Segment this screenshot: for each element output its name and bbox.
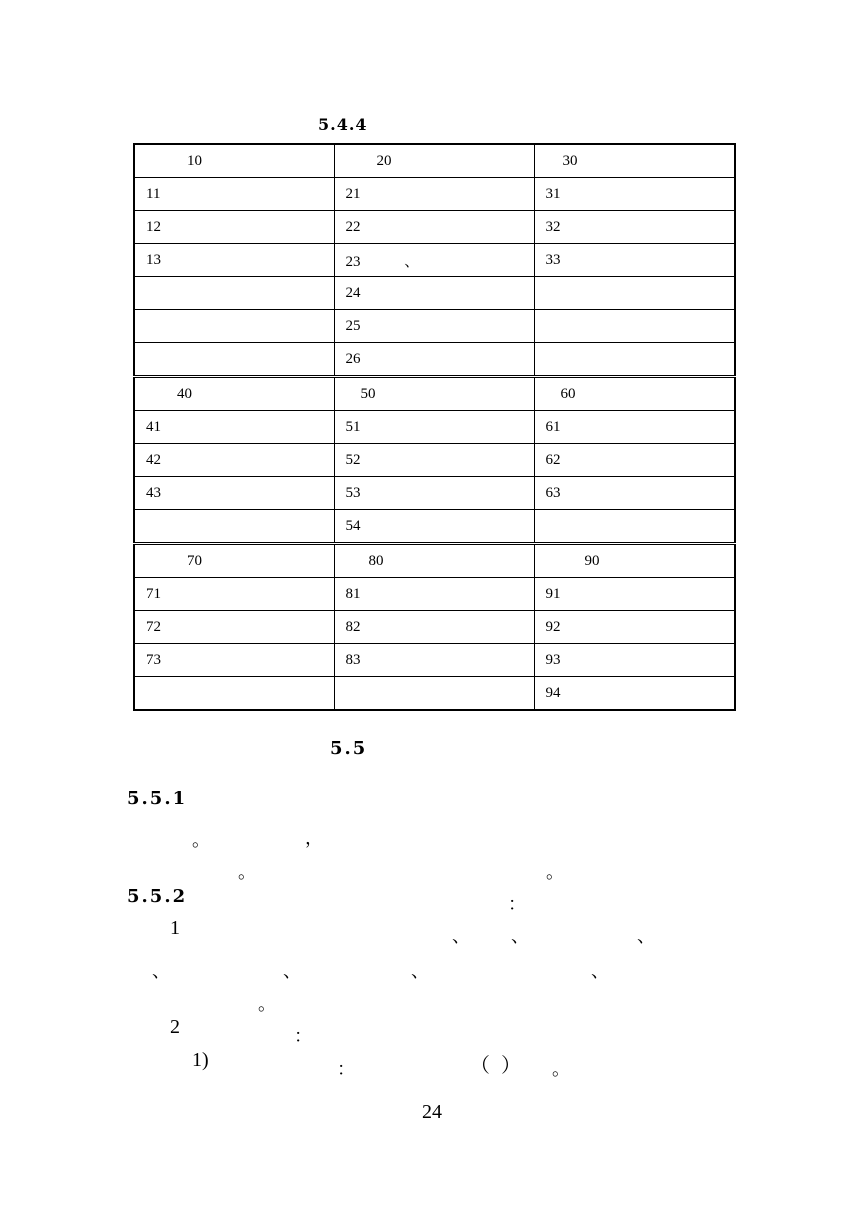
table-cell: 25 — [334, 310, 534, 343]
table-cell: 52 — [334, 444, 534, 477]
table-cell: 82 — [334, 611, 534, 644]
punct-colon: ： — [294, 1026, 312, 1046]
table-cell: 63 — [534, 477, 735, 510]
table-header-cell: 60 — [534, 377, 735, 411]
table-cell: 83 — [334, 644, 534, 677]
section-heading: 5.5 — [330, 738, 368, 759]
table-cell — [534, 277, 735, 310]
table-row — [134, 578, 735, 611]
punct-period: 。 — [552, 1059, 570, 1079]
table-row — [134, 310, 735, 343]
table-cell: 13 — [134, 244, 334, 277]
table-cell: 22 — [334, 211, 534, 244]
list-marker: 2 — [170, 1016, 180, 1038]
table-row — [134, 244, 735, 277]
table-header-cell: 40 — [134, 377, 334, 411]
table-cell: 21 — [334, 178, 534, 211]
table-cell: 73 — [134, 644, 334, 677]
table-row — [134, 411, 735, 444]
table-cell — [134, 510, 334, 544]
table-cell: 41 — [134, 411, 334, 444]
table-row — [134, 477, 735, 510]
table-row — [134, 677, 735, 711]
table-cell — [134, 277, 334, 310]
table-row — [134, 343, 735, 377]
table-cell — [534, 343, 735, 377]
table-cell: 94 — [534, 677, 735, 711]
table-cell — [334, 244, 534, 277]
table-cell: 53 — [334, 477, 534, 510]
table-cell: 32 — [534, 211, 735, 244]
punct-colon: ： — [337, 1059, 355, 1079]
table-cell: 51 — [334, 411, 534, 444]
punct-enum: 、 — [411, 961, 429, 981]
table-header-row — [134, 544, 735, 578]
table-row — [134, 444, 735, 477]
table-cell: 43 — [134, 477, 334, 510]
table-header-cell: 20 — [334, 144, 534, 178]
table-row — [134, 644, 735, 677]
punct-paren-close: ） — [501, 1055, 521, 1077]
table-cell: 33 — [534, 244, 735, 277]
table-cell — [134, 310, 334, 343]
table-header-row — [134, 377, 735, 411]
code-table — [133, 143, 736, 711]
table-cell: 31 — [534, 178, 735, 211]
page-number: 24 — [422, 1101, 442, 1123]
punct-enum: 、 — [283, 961, 301, 981]
punct-colon: ： — [508, 894, 526, 914]
punct-enum: 、 — [637, 926, 655, 946]
punct-period: 。 — [192, 830, 210, 850]
table-cell: 24 — [334, 277, 534, 310]
table-cell-enum-mark: 、 — [404, 253, 420, 270]
table-cell: 62 — [534, 444, 735, 477]
table-cell — [534, 510, 735, 544]
table-row — [134, 178, 735, 211]
table-header-cell: 80 — [334, 544, 534, 578]
table-cell: 91 — [534, 578, 735, 611]
table-cell-value: 23 — [345, 253, 361, 270]
table-cell: 71 — [134, 578, 334, 611]
table-cell: 72 — [134, 611, 334, 644]
table-header-cell: 70 — [134, 544, 334, 578]
subsection-heading: 5.5.1 — [127, 788, 188, 809]
table-header-row — [134, 144, 735, 178]
subsection-heading: 5.5.2 — [127, 886, 188, 907]
table-header-cell: 50 — [334, 377, 534, 411]
punct-period: 。 — [238, 862, 256, 882]
table-cell: 12 — [134, 211, 334, 244]
punct-period: 。 — [258, 994, 276, 1014]
table-header-cell: 10 — [134, 144, 334, 178]
table-cell: 61 — [534, 411, 735, 444]
punct-enum: 、 — [152, 961, 170, 981]
table-cell: 81 — [334, 578, 534, 611]
table-cell — [534, 310, 735, 343]
table-cell: 42 — [134, 444, 334, 477]
list-marker: 1 — [170, 917, 180, 939]
punct-paren-open: （ — [470, 1055, 490, 1077]
table-cell: 11 — [134, 178, 334, 211]
table-cell — [134, 343, 334, 377]
table-cell: 26 — [334, 343, 534, 377]
punct-enum: 、 — [511, 926, 529, 946]
sub-list-marker: 1) — [192, 1049, 209, 1071]
punct-period: 。 — [546, 862, 564, 882]
table-cell: 92 — [534, 611, 735, 644]
punct-enum: 、 — [591, 961, 609, 981]
table-header-cell: 90 — [534, 544, 735, 578]
table-header-cell: 30 — [534, 144, 735, 178]
punct-enum: 、 — [452, 926, 470, 946]
punct-comma: ， — [305, 828, 323, 848]
table-caption: 5.4.4 — [318, 115, 368, 134]
table-row — [134, 277, 735, 310]
table-cell: 54 — [334, 510, 534, 544]
table-cell — [334, 677, 534, 711]
table-cell: 93 — [534, 644, 735, 677]
table-row — [134, 510, 735, 544]
table-cell — [134, 677, 334, 711]
table-row — [134, 211, 735, 244]
table-row — [134, 611, 735, 644]
